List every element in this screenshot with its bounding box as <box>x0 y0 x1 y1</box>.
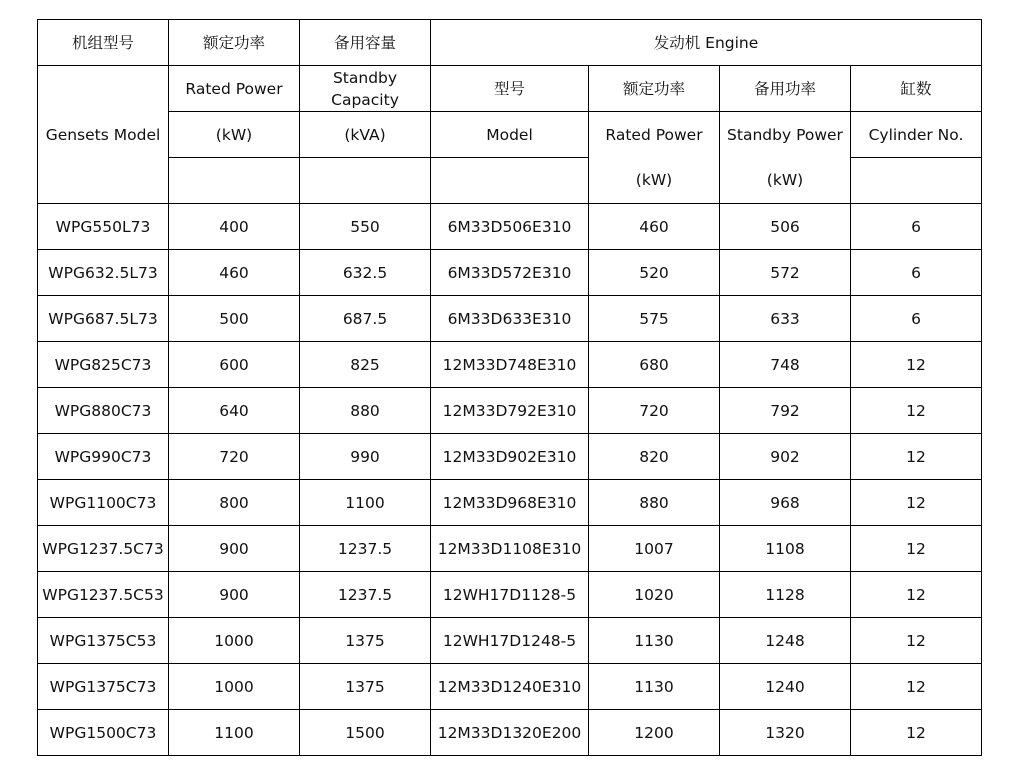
header-genset-model-zh: 机组型号 <box>38 20 169 66</box>
header-engine-rated-power-unit: (kW) <box>589 158 720 204</box>
cell-engine-standby-power: 1240 <box>720 664 851 710</box>
cell-engine-model: 12M33D1108E310 <box>431 526 589 572</box>
header-rated-power-zh: 额定功率 <box>169 20 300 66</box>
header-standby-capacity-unit: (kVA) <box>300 112 431 158</box>
cell-engine-standby-power: 968 <box>720 480 851 526</box>
table-row <box>38 664 982 710</box>
cell-genset-model: WPG1237.5C73 <box>38 526 169 572</box>
cell-cylinders: 12 <box>851 434 982 480</box>
cell-rated-power: 500 <box>169 296 300 342</box>
cell-genset-model: WPG1375C53 <box>38 618 169 664</box>
header-rated-power-unit: (kW) <box>169 112 300 158</box>
cell-standby-capacity: 1500 <box>300 710 431 756</box>
header-empty-cell <box>431 158 589 204</box>
cell-rated-power: 600 <box>169 342 300 388</box>
table-row <box>38 618 982 664</box>
header-engine-model-en: Model <box>431 112 589 158</box>
cell-engine-rated-power: 1130 <box>589 618 720 664</box>
cell-genset-model: WPG632.5L73 <box>38 250 169 296</box>
table-row <box>38 480 982 526</box>
table-row <box>38 342 982 388</box>
cell-engine-model: 6M33D572E310 <box>431 250 589 296</box>
cell-standby-capacity: 1375 <box>300 664 431 710</box>
cell-rated-power: 1000 <box>169 664 300 710</box>
header-empty-cell <box>851 158 982 204</box>
cell-rated-power: 720 <box>169 434 300 480</box>
cell-engine-model: 12M33D902E310 <box>431 434 589 480</box>
header-row-3 <box>38 112 982 158</box>
cell-cylinders: 12 <box>851 388 982 434</box>
cell-rated-power: 400 <box>169 204 300 250</box>
cell-rated-power: 1100 <box>169 710 300 756</box>
cell-engine-rated-power: 680 <box>589 342 720 388</box>
header-engine-rated-power-zh: 额定功率 <box>589 66 720 112</box>
cell-standby-capacity: 550 <box>300 204 431 250</box>
cell-standby-capacity: 1237.5 <box>300 572 431 618</box>
cell-engine-standby-power: 1248 <box>720 618 851 664</box>
cell-rated-power: 900 <box>169 526 300 572</box>
cell-genset-model: WPG825C73 <box>38 342 169 388</box>
cell-engine-rated-power: 460 <box>589 204 720 250</box>
cell-engine-model: 6M33D506E310 <box>431 204 589 250</box>
cell-engine-standby-power: 1320 <box>720 710 851 756</box>
cell-engine-model: 12M33D748E310 <box>431 342 589 388</box>
cell-genset-model: WPG1100C73 <box>38 480 169 526</box>
header-empty-cell <box>169 158 300 204</box>
cell-engine-rated-power: 520 <box>589 250 720 296</box>
header-engine-standby-power-unit: (kW) <box>720 158 851 204</box>
cell-engine-model: 12M33D792E310 <box>431 388 589 434</box>
cell-standby-capacity: 1375 <box>300 618 431 664</box>
header-engine-rated-power-en: Rated Power <box>589 112 720 158</box>
cell-engine-model: 12WH17D1128-5 <box>431 572 589 618</box>
cell-engine-rated-power: 720 <box>589 388 720 434</box>
cell-engine-standby-power: 572 <box>720 250 851 296</box>
cell-rated-power: 800 <box>169 480 300 526</box>
cell-cylinders: 6 <box>851 296 982 342</box>
cell-engine-model: 12M33D968E310 <box>431 480 589 526</box>
table-row <box>38 388 982 434</box>
table-row <box>38 572 982 618</box>
cell-engine-rated-power: 1130 <box>589 664 720 710</box>
cell-rated-power: 640 <box>169 388 300 434</box>
cell-engine-model: 12M33D1320E200 <box>431 710 589 756</box>
cell-engine-standby-power: 1108 <box>720 526 851 572</box>
header-cylinders-zh: 缸数 <box>851 66 982 112</box>
cell-cylinders: 12 <box>851 710 982 756</box>
cell-standby-capacity: 880 <box>300 388 431 434</box>
header-rated-power-en: Rated Power <box>169 66 300 112</box>
cell-cylinders: 6 <box>851 250 982 296</box>
header-engine-group: 发动机 Engine <box>431 20 982 66</box>
cell-cylinders: 12 <box>851 664 982 710</box>
table-row <box>38 526 982 572</box>
cell-engine-rated-power: 1020 <box>589 572 720 618</box>
cell-engine-rated-power: 575 <box>589 296 720 342</box>
header-engine-standby-power-en: Standby Power <box>720 112 851 158</box>
table-row <box>38 204 982 250</box>
cell-genset-model: WPG1375C73 <box>38 664 169 710</box>
header-row-1 <box>38 20 982 66</box>
header-row-2 <box>38 66 982 112</box>
header-cylinders-en: Cylinder No. <box>851 112 982 158</box>
cell-cylinders: 12 <box>851 480 982 526</box>
cell-engine-standby-power: 792 <box>720 388 851 434</box>
cell-cylinders: 12 <box>851 526 982 572</box>
cell-engine-rated-power: 1007 <box>589 526 720 572</box>
cell-genset-model: WPG880C73 <box>38 388 169 434</box>
cell-cylinders: 12 <box>851 572 982 618</box>
header-genset-model-en: Gensets Model <box>38 66 169 204</box>
cell-engine-standby-power: 902 <box>720 434 851 480</box>
cell-genset-model: WPG687.5L73 <box>38 296 169 342</box>
header-standby-capacity-en: Standby Capacity <box>300 66 431 112</box>
cell-rated-power: 900 <box>169 572 300 618</box>
table-row <box>38 710 982 756</box>
cell-genset-model: WPG990C73 <box>38 434 169 480</box>
cell-engine-standby-power: 1128 <box>720 572 851 618</box>
cell-standby-capacity: 687.5 <box>300 296 431 342</box>
header-engine-model-zh: 型号 <box>431 66 589 112</box>
cell-genset-model: WPG1500C73 <box>38 710 169 756</box>
cell-engine-rated-power: 1200 <box>589 710 720 756</box>
header-empty-cell <box>300 158 431 204</box>
cell-standby-capacity: 632.5 <box>300 250 431 296</box>
cell-rated-power: 1000 <box>169 618 300 664</box>
cell-standby-capacity: 990 <box>300 434 431 480</box>
cell-engine-standby-power: 506 <box>720 204 851 250</box>
table-header <box>38 20 982 204</box>
cell-rated-power: 460 <box>169 250 300 296</box>
cell-engine-model: 12M33D1240E310 <box>431 664 589 710</box>
header-engine-standby-power-zh: 备用功率 <box>720 66 851 112</box>
cell-standby-capacity: 1237.5 <box>300 526 431 572</box>
cell-cylinders: 12 <box>851 342 982 388</box>
table-row <box>38 250 982 296</box>
cell-cylinders: 12 <box>851 618 982 664</box>
table-row <box>38 296 982 342</box>
cell-cylinders: 6 <box>851 204 982 250</box>
cell-genset-model: WPG1237.5C53 <box>38 572 169 618</box>
cell-engine-model: 6M33D633E310 <box>431 296 589 342</box>
cell-engine-standby-power: 633 <box>720 296 851 342</box>
genset-spec-table <box>37 19 982 756</box>
cell-engine-standby-power: 748 <box>720 342 851 388</box>
cell-engine-model: 12WH17D1248-5 <box>431 618 589 664</box>
cell-standby-capacity: 825 <box>300 342 431 388</box>
cell-engine-rated-power: 820 <box>589 434 720 480</box>
header-row-4 <box>38 158 982 204</box>
cell-engine-rated-power: 880 <box>589 480 720 526</box>
cell-genset-model: WPG550L73 <box>38 204 169 250</box>
header-standby-capacity-zh: 备用容量 <box>300 20 431 66</box>
table-row <box>38 434 982 480</box>
cell-standby-capacity: 1100 <box>300 480 431 526</box>
table-body <box>38 204 982 756</box>
